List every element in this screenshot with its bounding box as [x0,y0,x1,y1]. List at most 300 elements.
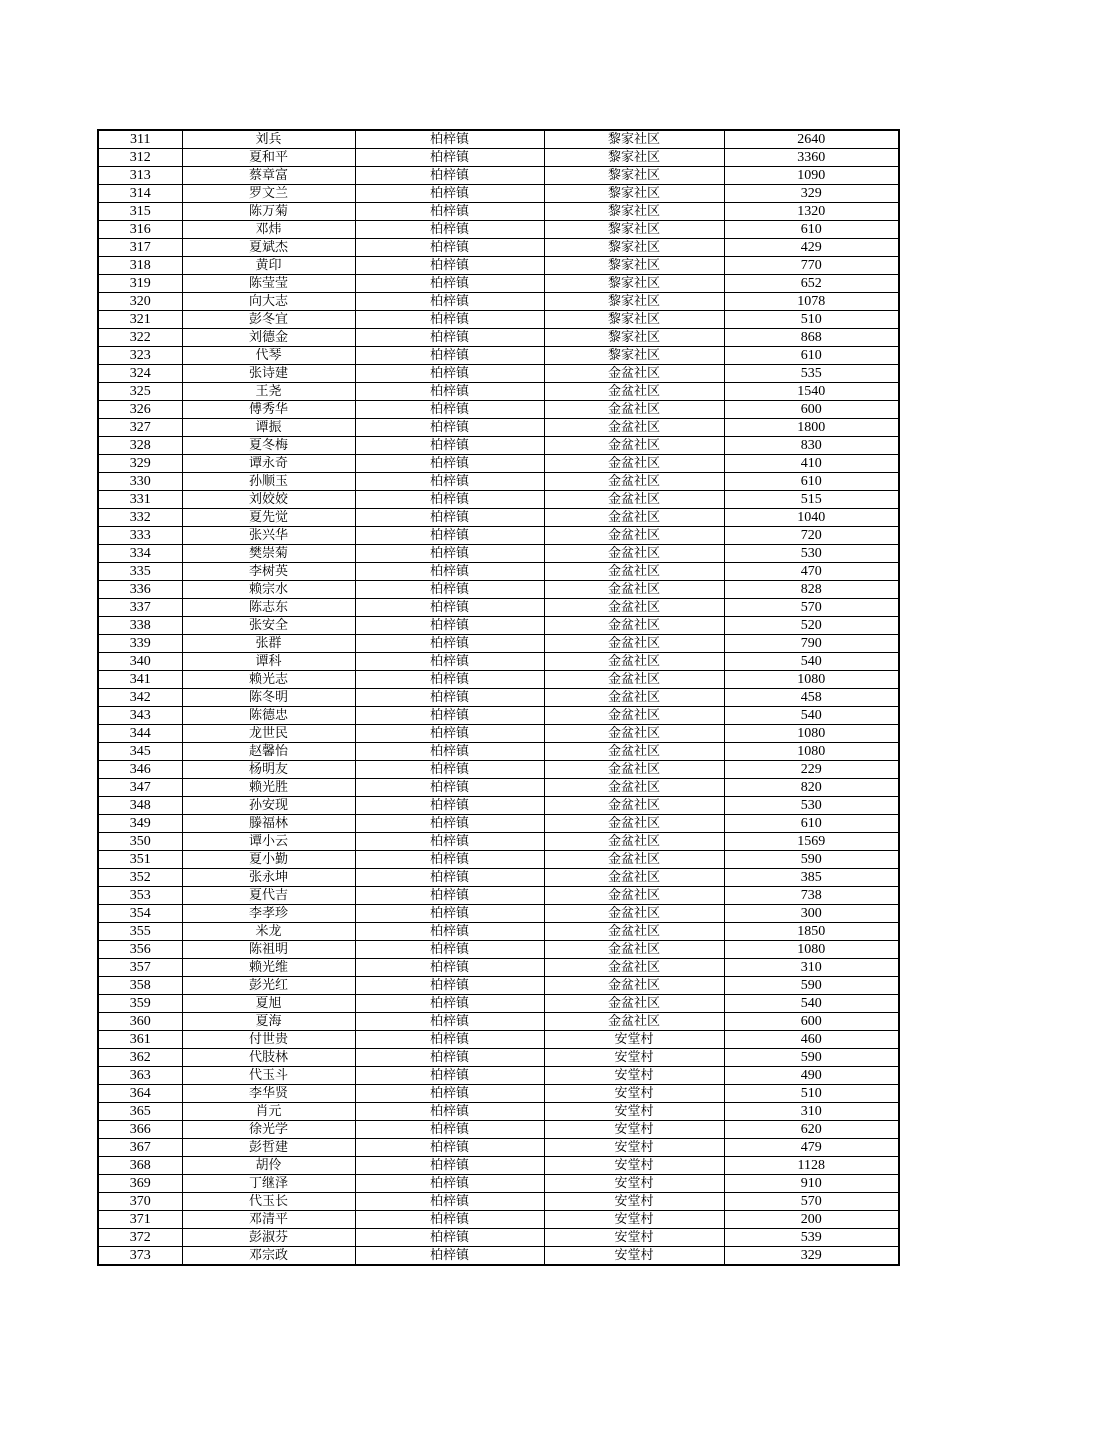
amount-cell: 1800 [724,419,899,437]
amount-cell: 540 [724,995,899,1013]
community-cell: 金盆社区 [544,761,724,779]
row-number-cell: 370 [98,1193,182,1211]
community-cell: 金盆社区 [544,563,724,581]
row-number-cell: 354 [98,905,182,923]
name-cell: 邓清平 [182,1211,355,1229]
row-number-cell: 364 [98,1085,182,1103]
amount-cell: 570 [724,599,899,617]
name-cell: 杨明友 [182,761,355,779]
row-number-cell: 318 [98,257,182,275]
row-number-cell: 344 [98,725,182,743]
table-row [98,329,899,347]
table-row [98,797,899,815]
town-cell: 柏梓镇 [355,1157,544,1175]
town-cell: 柏梓镇 [355,1031,544,1049]
community-cell: 金盆社区 [544,617,724,635]
town-cell: 柏梓镇 [355,347,544,365]
row-number-cell: 326 [98,401,182,419]
table-row [98,401,899,419]
community-cell: 安堂村 [544,1211,724,1229]
name-cell: 谭科 [182,653,355,671]
table-row [98,581,899,599]
community-cell: 黎家社区 [544,311,724,329]
amount-cell: 2640 [724,130,899,149]
community-cell: 金盆社区 [544,635,724,653]
table-row [98,599,899,617]
name-cell: 夏代吉 [182,887,355,905]
table-row [98,1121,899,1139]
town-cell: 柏梓镇 [355,887,544,905]
amount-cell: 1569 [724,833,899,851]
community-cell: 金盆社区 [544,833,724,851]
town-cell: 柏梓镇 [355,1175,544,1193]
town-cell: 柏梓镇 [355,599,544,617]
name-cell: 谭振 [182,419,355,437]
table-row [98,941,899,959]
amount-cell: 770 [724,257,899,275]
community-cell: 黎家社区 [544,167,724,185]
community-cell: 金盆社区 [544,959,724,977]
amount-cell: 1040 [724,509,899,527]
row-number-cell: 365 [98,1103,182,1121]
name-cell: 刘兵 [182,130,355,149]
name-cell: 李华贤 [182,1085,355,1103]
amount-cell: 610 [724,347,899,365]
row-number-cell: 338 [98,617,182,635]
table-row [98,563,899,581]
name-cell: 张诗建 [182,365,355,383]
town-cell: 柏梓镇 [355,1193,544,1211]
row-number-cell: 322 [98,329,182,347]
community-cell: 黎家社区 [544,221,724,239]
row-number-cell: 360 [98,1013,182,1031]
table-row [98,203,899,221]
row-number-cell: 314 [98,185,182,203]
row-number-cell: 323 [98,347,182,365]
community-cell: 金盆社区 [544,923,724,941]
town-cell: 柏梓镇 [355,185,544,203]
community-cell: 安堂村 [544,1229,724,1247]
community-cell: 金盆社区 [544,383,724,401]
name-cell: 张兴华 [182,527,355,545]
row-number-cell: 321 [98,311,182,329]
community-cell: 金盆社区 [544,977,724,995]
name-cell: 胡伶 [182,1157,355,1175]
name-cell: 丁继泽 [182,1175,355,1193]
town-cell: 柏梓镇 [355,419,544,437]
community-cell: 金盆社区 [544,815,724,833]
row-number-cell: 373 [98,1247,182,1266]
town-cell: 柏梓镇 [355,257,544,275]
amount-cell: 310 [724,959,899,977]
row-number-cell: 355 [98,923,182,941]
town-cell: 柏梓镇 [355,365,544,383]
community-cell: 金盆社区 [544,581,724,599]
amount-cell: 720 [724,527,899,545]
town-cell: 柏梓镇 [355,995,544,1013]
town-cell: 柏梓镇 [355,1247,544,1266]
community-cell: 金盆社区 [544,743,724,761]
row-number-cell: 368 [98,1157,182,1175]
amount-cell: 300 [724,905,899,923]
community-cell: 金盆社区 [544,725,724,743]
name-cell: 樊崇菊 [182,545,355,563]
town-cell: 柏梓镇 [355,167,544,185]
town-cell: 柏梓镇 [355,203,544,221]
name-cell: 彭淑芬 [182,1229,355,1247]
town-cell: 柏梓镇 [355,1211,544,1229]
table-row [98,527,899,545]
town-cell: 柏梓镇 [355,1067,544,1085]
row-number-cell: 319 [98,275,182,293]
data-table [97,129,900,1266]
community-cell: 金盆社区 [544,1013,724,1031]
table-row [98,923,899,941]
community-cell: 金盆社区 [544,905,724,923]
town-cell: 柏梓镇 [355,221,544,239]
amount-cell: 530 [724,545,899,563]
table-row [98,869,899,887]
town-cell: 柏梓镇 [355,383,544,401]
table-row [98,221,899,239]
amount-cell: 540 [724,707,899,725]
town-cell: 柏梓镇 [355,311,544,329]
town-cell: 柏梓镇 [355,473,544,491]
row-number-cell: 363 [98,1067,182,1085]
community-cell: 金盆社区 [544,689,724,707]
amount-cell: 3360 [724,149,899,167]
amount-cell: 515 [724,491,899,509]
name-cell: 代玉长 [182,1193,355,1211]
community-cell: 金盆社区 [544,995,724,1013]
community-cell: 金盆社区 [544,671,724,689]
town-cell: 柏梓镇 [355,563,544,581]
table-row [98,509,899,527]
town-cell: 柏梓镇 [355,130,544,149]
community-cell: 安堂村 [544,1103,724,1121]
amount-cell: 329 [724,1247,899,1266]
town-cell: 柏梓镇 [355,689,544,707]
amount-cell: 1320 [724,203,899,221]
name-cell: 龙世民 [182,725,355,743]
town-cell: 柏梓镇 [355,977,544,995]
row-number-cell: 353 [98,887,182,905]
name-cell: 夏小勤 [182,851,355,869]
amount-cell: 600 [724,401,899,419]
row-number-cell: 336 [98,581,182,599]
community-cell: 黎家社区 [544,257,724,275]
amount-cell: 229 [724,761,899,779]
amount-cell: 620 [724,1121,899,1139]
amount-cell: 830 [724,437,899,455]
amount-cell: 1080 [724,941,899,959]
name-cell: 谭小云 [182,833,355,851]
name-cell: 张群 [182,635,355,653]
town-cell: 柏梓镇 [355,1139,544,1157]
table-row [98,833,899,851]
name-cell: 滕福林 [182,815,355,833]
town-cell: 柏梓镇 [355,149,544,167]
name-cell: 米龙 [182,923,355,941]
amount-cell: 510 [724,311,899,329]
table-row [98,1193,899,1211]
community-cell: 金盆社区 [544,437,724,455]
row-number-cell: 342 [98,689,182,707]
amount-cell: 590 [724,851,899,869]
row-number-cell: 352 [98,869,182,887]
name-cell: 夏斌杰 [182,239,355,257]
town-cell: 柏梓镇 [355,617,544,635]
table-row [98,653,899,671]
row-number-cell: 361 [98,1031,182,1049]
amount-cell: 820 [724,779,899,797]
row-number-cell: 348 [98,797,182,815]
row-number-cell: 334 [98,545,182,563]
community-cell: 黎家社区 [544,149,724,167]
town-cell: 柏梓镇 [355,509,544,527]
name-cell: 代肢林 [182,1049,355,1067]
row-number-cell: 339 [98,635,182,653]
amount-cell: 1128 [724,1157,899,1175]
town-cell: 柏梓镇 [355,527,544,545]
row-number-cell: 351 [98,851,182,869]
community-cell: 金盆社区 [544,401,724,419]
row-number-cell: 316 [98,221,182,239]
table-row [98,1031,899,1049]
town-cell: 柏梓镇 [355,239,544,257]
row-number-cell: 320 [98,293,182,311]
community-cell: 金盆社区 [544,527,724,545]
community-cell: 安堂村 [544,1247,724,1266]
amount-cell: 590 [724,977,899,995]
amount-cell: 910 [724,1175,899,1193]
table-row [98,1139,899,1157]
amount-cell: 490 [724,1067,899,1085]
community-cell: 金盆社区 [544,599,724,617]
amount-cell: 539 [724,1229,899,1247]
table-row [98,130,899,149]
row-number-cell: 362 [98,1049,182,1067]
amount-cell: 1850 [724,923,899,941]
table-row [98,437,899,455]
town-cell: 柏梓镇 [355,941,544,959]
table-row [98,365,899,383]
community-cell: 安堂村 [544,1157,724,1175]
name-cell: 蔡章富 [182,167,355,185]
name-cell: 代琴 [182,347,355,365]
table-row [98,851,899,869]
town-cell: 柏梓镇 [355,329,544,347]
town-cell: 柏梓镇 [355,743,544,761]
row-number-cell: 343 [98,707,182,725]
table-row [98,959,899,977]
table-row [98,1067,899,1085]
town-cell: 柏梓镇 [355,491,544,509]
amount-cell: 1540 [724,383,899,401]
amount-cell: 1080 [724,725,899,743]
amount-cell: 1080 [724,671,899,689]
name-cell: 彭哲建 [182,1139,355,1157]
town-cell: 柏梓镇 [355,275,544,293]
amount-cell: 590 [724,1049,899,1067]
town-cell: 柏梓镇 [355,671,544,689]
community-cell: 黎家社区 [544,239,724,257]
name-cell: 邓炜 [182,221,355,239]
row-number-cell: 332 [98,509,182,527]
community-cell: 金盆社区 [544,491,724,509]
row-number-cell: 371 [98,1211,182,1229]
name-cell: 傅秀华 [182,401,355,419]
community-cell: 金盆社区 [544,797,724,815]
row-number-cell: 340 [98,653,182,671]
name-cell: 黄印 [182,257,355,275]
amount-cell: 530 [724,797,899,815]
community-cell: 金盆社区 [544,887,724,905]
town-cell: 柏梓镇 [355,923,544,941]
name-cell: 肖元 [182,1103,355,1121]
row-number-cell: 335 [98,563,182,581]
community-cell: 安堂村 [544,1049,724,1067]
name-cell: 陈德忠 [182,707,355,725]
amount-cell: 310 [724,1103,899,1121]
amount-cell: 570 [724,1193,899,1211]
row-number-cell: 312 [98,149,182,167]
amount-cell: 520 [724,617,899,635]
name-cell: 彭光红 [182,977,355,995]
name-cell: 夏旭 [182,995,355,1013]
name-cell: 陈祖明 [182,941,355,959]
community-cell: 金盆社区 [544,455,724,473]
town-cell: 柏梓镇 [355,1103,544,1121]
community-cell: 金盆社区 [544,869,724,887]
amount-cell: 610 [724,815,899,833]
community-cell: 金盆社区 [544,545,724,563]
community-cell: 安堂村 [544,1175,724,1193]
town-cell: 柏梓镇 [355,401,544,419]
table-row [98,239,899,257]
amount-cell: 1080 [724,743,899,761]
table-row [98,1229,899,1247]
table-row [98,635,899,653]
table-row [98,743,899,761]
amount-cell: 535 [724,365,899,383]
table-row [98,275,899,293]
amount-cell: 200 [724,1211,899,1229]
table-row [98,1103,899,1121]
community-cell: 金盆社区 [544,707,724,725]
row-number-cell: 317 [98,239,182,257]
row-number-cell: 315 [98,203,182,221]
name-cell: 陈万菊 [182,203,355,221]
row-number-cell: 366 [98,1121,182,1139]
amount-cell: 458 [724,689,899,707]
table-row [98,707,899,725]
table-body [98,130,899,1265]
table-row [98,617,899,635]
table-row [98,1211,899,1229]
name-cell: 谭永奇 [182,455,355,473]
row-number-cell: 345 [98,743,182,761]
name-cell: 陈莹莹 [182,275,355,293]
name-cell: 付世贵 [182,1031,355,1049]
row-number-cell: 372 [98,1229,182,1247]
table-row [98,419,899,437]
amount-cell: 385 [724,869,899,887]
row-number-cell: 331 [98,491,182,509]
name-cell: 赖光维 [182,959,355,977]
town-cell: 柏梓镇 [355,797,544,815]
name-cell: 夏先觉 [182,509,355,527]
amount-cell: 868 [724,329,899,347]
amount-cell: 1078 [724,293,899,311]
table-row [98,689,899,707]
town-cell: 柏梓镇 [355,1085,544,1103]
row-number-cell: 325 [98,383,182,401]
community-cell: 黎家社区 [544,293,724,311]
table-row [98,977,899,995]
amount-cell: 600 [724,1013,899,1031]
name-cell: 孙安现 [182,797,355,815]
town-cell: 柏梓镇 [355,293,544,311]
name-cell: 张安全 [182,617,355,635]
row-number-cell: 359 [98,995,182,1013]
name-cell: 彭冬宜 [182,311,355,329]
table-row [98,995,899,1013]
row-number-cell: 341 [98,671,182,689]
table-row [98,473,899,491]
amount-cell: 1090 [724,167,899,185]
row-number-cell: 329 [98,455,182,473]
table-row [98,1175,899,1193]
table-row [98,383,899,401]
table-row [98,905,899,923]
town-cell: 柏梓镇 [355,779,544,797]
community-cell: 黎家社区 [544,347,724,365]
name-cell: 李孝珍 [182,905,355,923]
amount-cell: 738 [724,887,899,905]
amount-cell: 652 [724,275,899,293]
town-cell: 柏梓镇 [355,869,544,887]
name-cell: 孙顺玉 [182,473,355,491]
town-cell: 柏梓镇 [355,635,544,653]
name-cell: 陈冬明 [182,689,355,707]
table-row [98,1085,899,1103]
community-cell: 安堂村 [544,1067,724,1085]
table-row [98,1247,899,1266]
community-cell: 安堂村 [544,1139,724,1157]
table-row [98,149,899,167]
name-cell: 夏和平 [182,149,355,167]
row-number-cell: 328 [98,437,182,455]
name-cell: 赵馨怡 [182,743,355,761]
community-cell: 黎家社区 [544,130,724,149]
amount-cell: 429 [724,239,899,257]
row-number-cell: 369 [98,1175,182,1193]
amount-cell: 540 [724,653,899,671]
town-cell: 柏梓镇 [355,653,544,671]
name-cell: 徐光学 [182,1121,355,1139]
table-row [98,257,899,275]
row-number-cell: 358 [98,977,182,995]
name-cell: 王尧 [182,383,355,401]
name-cell: 刘德金 [182,329,355,347]
name-cell: 陈志东 [182,599,355,617]
name-cell: 赖光志 [182,671,355,689]
table-row [98,455,899,473]
town-cell: 柏梓镇 [355,959,544,977]
table-row [98,311,899,329]
town-cell: 柏梓镇 [355,581,544,599]
